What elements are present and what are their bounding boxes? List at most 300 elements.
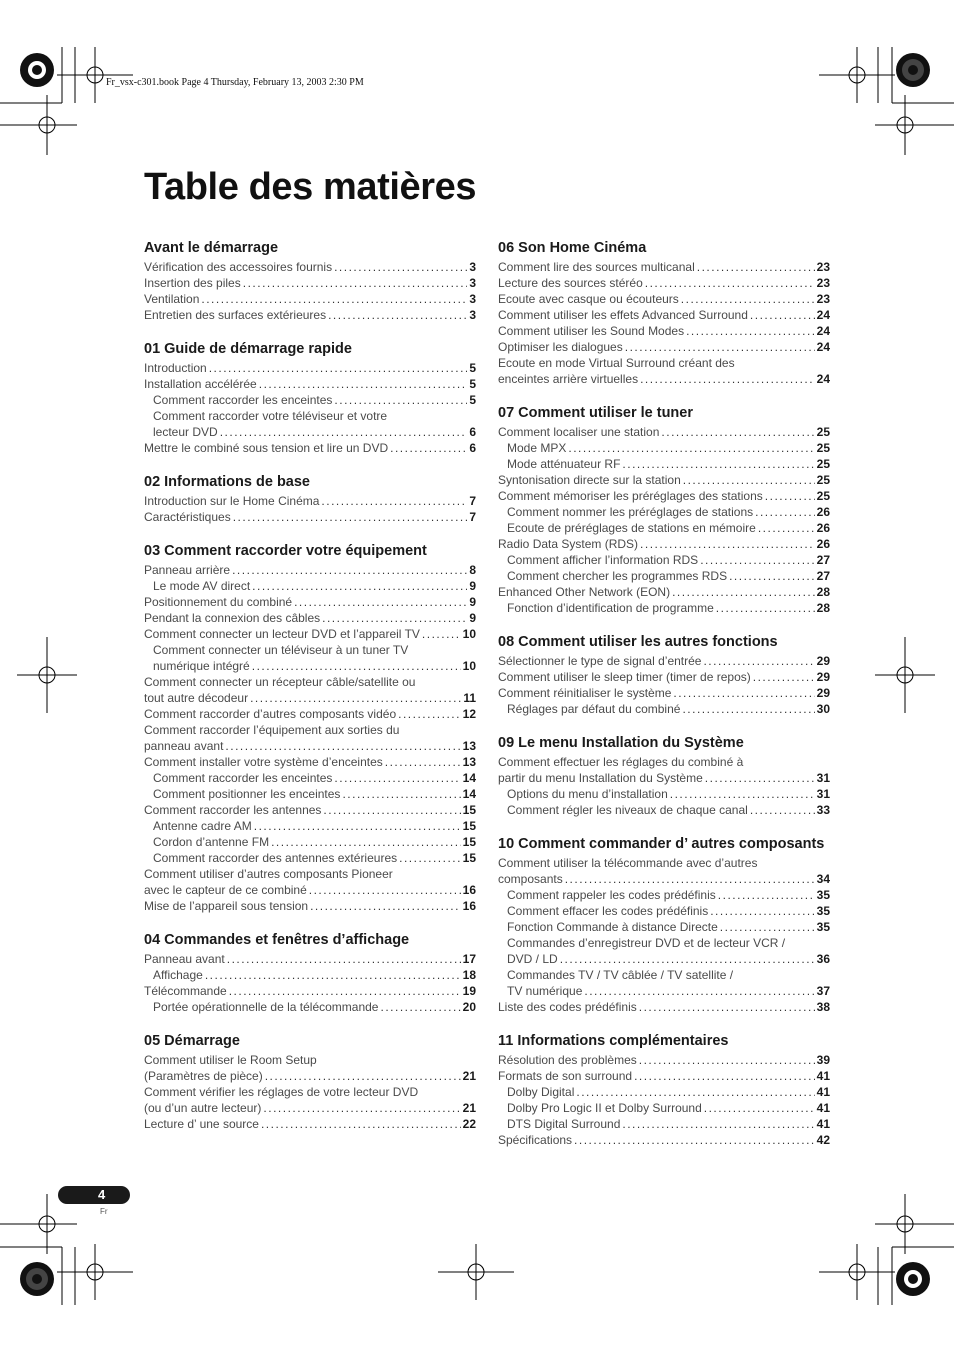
toc-entry[interactable] [498,701,830,717]
leader-dots [640,536,815,552]
toc-entry[interactable] [498,291,830,307]
toc-page-number: 36 [816,952,830,966]
toc-page-number: 14 [462,771,476,785]
toc-entry[interactable] [498,1132,830,1148]
toc-entry[interactable] [144,307,476,323]
toc-entry-text: Fonction d’identification de programme [507,601,714,615]
toc-entry[interactable] [498,259,830,275]
leader-dots [225,738,460,754]
toc-entry-text: Comment réinitialiser le système [498,686,672,700]
toc-page-number: 27 [816,569,830,583]
toc-page-number: 26 [816,537,830,551]
toc-entry[interactable] [144,690,476,706]
leader-dots [380,999,460,1015]
toc-entry[interactable] [144,594,476,610]
toc-page-number: 3 [469,308,476,322]
toc-entry-text: DVD / LD [507,952,558,966]
section-heading: 04 Commandes et fenêtres d’affichage [144,932,410,948]
toc-page-number: 41 [816,1117,830,1131]
toc-entry-text: avec le capteur de ce combiné [144,883,307,897]
toc-entry-text: Spécifications [498,1133,573,1147]
leader-dots [639,999,815,1015]
toc-page-number: 15 [462,819,476,833]
leader-dots [622,1116,814,1132]
toc-entry-text: Ecoute en mode Virtual Surround créant des [498,356,735,370]
toc-entry-text: Comment afficher l’information RDS [507,553,699,567]
leader-dots [227,951,461,967]
toc-entry-text: Comment utiliser d’autres composants Pioneer [144,867,393,881]
toc-page-number: 25 [816,425,830,439]
toc-entry-text: Syntonisation directe sur la station [498,473,681,487]
leader-dots [390,440,467,456]
leader-dots [682,701,814,717]
toc-entry[interactable] [144,967,476,983]
toc-page-number: 29 [816,654,830,668]
toc-page-number: 25 [816,441,830,455]
leader-dots [309,882,461,898]
section-heading: 11 Informations complémentaires [498,1033,729,1049]
toc-entry[interactable] [498,440,830,456]
toc-entry-text: Commandes TV / TV câblée / TV satellite / [507,968,734,982]
toc-entry[interactable] [498,275,830,291]
toc-entry[interactable] [144,999,476,1015]
toc-entry[interactable] [498,786,830,802]
toc-page-number: 20 [462,1000,476,1014]
toc-entry[interactable] [144,392,476,408]
toc-entry[interactable] [144,658,476,674]
toc-entry-text: lecteur DVD [153,425,218,439]
toc-page-number: 35 [816,920,830,934]
toc-page-number: 18 [462,968,476,982]
toc-entry-text: numérique intégré [153,659,250,673]
toc-entry[interactable] [144,786,476,802]
toc-entry-text: Mode MPX [507,441,567,455]
toc-entry-text: Installation accélérée [144,377,257,391]
leader-dots [574,1132,815,1148]
section-heading: 07 Comment utiliser le tuner [498,405,693,421]
toc-page-number: 14 [462,787,476,801]
leader-dots [323,802,460,818]
toc-page-number: 25 [816,457,830,471]
leader-dots [750,307,815,323]
leader-dots [703,653,814,669]
toc-entry-text: Radio Data System (RDS) [498,537,639,551]
toc-entry[interactable] [144,440,476,456]
toc-entry[interactable] [498,600,830,616]
leader-dots [321,493,467,509]
leader-dots [661,424,814,440]
toc-entry[interactable] [498,339,830,355]
toc-entry[interactable] [144,291,476,307]
leader-dots [565,871,815,887]
toc-entry-text: Comment utiliser la télécommande avec d’autres [498,856,758,870]
toc-page-number: 24 [816,324,830,338]
leader-dots [263,1100,460,1116]
leader-dots [622,456,814,472]
leader-dots [385,754,461,770]
toc-entry[interactable] [144,1100,476,1116]
toc-section [498,633,830,717]
leader-dots [640,371,815,387]
toc-entry-text: Comment raccorder votre téléviseur et votre [153,409,388,423]
toc-entry[interactable] [144,275,476,291]
toc-page-number: 3 [469,292,476,306]
toc-entry[interactable] [498,1084,830,1100]
toc-entry-text: Panneau arrière [144,563,231,577]
toc-entry-text: Comment chercher les programmes RDS [507,569,728,583]
toc-entry-text: Résolution des problèmes [498,1053,637,1067]
toc-entry-text: Télécommande [144,984,227,998]
toc-entry-text: Comment installer votre système d’enceintes [144,755,383,769]
leader-dots [560,951,815,967]
section-heading: 02 Informations de base [144,474,310,490]
toc-entry[interactable] [144,882,476,898]
toc-section [498,404,830,616]
toc-entry-text: Ventilation [144,292,200,306]
leader-dots [205,967,461,983]
page-title: Table des matières [144,166,477,208]
toc-entry[interactable] [498,472,830,488]
leader-dots [399,850,461,866]
toc-entry[interactable] [144,1116,476,1132]
toc-entry[interactable] [144,898,476,914]
toc-entry[interactable] [498,887,830,903]
toc-entry-text: Options du menu d’installation [507,787,668,801]
toc-page-number: 31 [816,787,830,801]
leader-dots [670,786,815,802]
toc-entry-text: Comment utiliser le sleep timer (timer de repos) [498,670,751,684]
leader-dots [673,685,814,701]
leader-dots [634,1068,815,1084]
toc-entry-text: TV numérique [507,984,583,998]
toc-page-number: 42 [816,1133,830,1147]
toc-page-number: 24 [816,340,830,354]
toc-entry[interactable] [498,584,830,600]
toc-page-number: 15 [462,803,476,817]
toc-entry-text: Antenne cadre AM [153,819,252,833]
toc-entry[interactable] [498,919,830,935]
toc-entry[interactable] [144,834,476,850]
toc-entry[interactable] [498,520,830,536]
leader-dots [753,669,815,685]
leader-dots [259,376,468,392]
toc-column-right [498,239,830,1165]
leader-dots [342,786,460,802]
toc-entry[interactable] [498,951,830,967]
leader-dots [700,552,814,568]
leader-dots [252,658,461,674]
toc-entry-text: Introduction [144,361,207,375]
page-number-badge: 4 [58,1186,130,1204]
toc-entry-text: Ecoute avec casque ou écouteurs [498,292,679,306]
toc-entry[interactable] [144,850,476,866]
leader-dots [755,504,815,520]
toc-entry-text: Mode atténuateur RF [507,457,621,471]
toc-entry-text: DTS Digital Surround [507,1117,621,1131]
toc-entry[interactable] [498,488,830,504]
toc-entry-text: Comment positionner les enceintes [153,787,341,801]
leader-dots [672,584,815,600]
toc-entry-text: tout autre décodeur [144,691,249,705]
section-heading: 09 Le menu Installation du Système [498,735,744,751]
leader-dots [758,520,815,536]
section-heading: 10 Comment commander d’ autres composants [498,836,825,852]
toc-entry-text: Comment raccorder l’équipement aux sorties du [144,723,400,737]
toc-page-number: 3 [469,276,476,290]
leader-dots [584,983,814,999]
toc-entry-text: Formats de son surround [498,1069,633,1083]
leader-dots [729,568,815,584]
toc-entry[interactable] [144,1068,476,1084]
toc-page-number: 22 [462,1117,476,1131]
toc-page-number: 6 [469,441,476,455]
toc-page-number: 26 [816,521,830,535]
toc-section [144,473,476,525]
toc-entry[interactable] [144,738,476,754]
leader-dots [639,1052,815,1068]
toc-page-number: 25 [816,489,830,503]
toc-entry-text: Comment raccorder d’autres composants vidéo [144,707,397,721]
leader-dots [265,1068,461,1084]
toc-page-number: 28 [816,585,830,599]
toc-section [498,1032,830,1148]
toc-page-number: 30 [816,702,830,716]
toc-entry[interactable] [498,903,830,919]
toc-page-number: 3 [469,260,476,274]
leader-dots [750,802,815,818]
leader-dots [720,919,815,935]
toc-entry-text: Comment rappeler les codes prédéfinis [507,888,716,902]
leader-dots [294,594,467,610]
toc-entry-text: Comment connecter un lecteur DVD et l’appareil TV [144,627,420,641]
toc-entry-text: Commandes d’enregistreur DVD et de lecteur VCR / [507,936,786,950]
toc-page-number: 9 [469,611,476,625]
toc-entry[interactable] [498,1116,830,1132]
toc-section [144,931,476,1015]
page-language: Fr [100,1207,108,1216]
toc-page-number: 26 [816,505,830,519]
toc-entry-text: Portée opérationnelle de la télécommande [153,1000,379,1014]
toc-section [498,239,830,387]
toc-page-number: 17 [462,952,476,966]
toc-entry-text: Le mode AV direct [153,579,251,593]
toc-page-number: 13 [462,739,476,753]
toc-entry-text: Lecture d’ une source [144,1117,259,1131]
leader-dots [250,690,461,706]
toc-page-number: 34 [816,872,830,886]
toc-entry-text: Pendant la connexion des câbles [144,611,321,625]
toc-entry[interactable] [498,653,830,669]
toc-entry[interactable] [498,552,830,568]
toc-entry[interactable] [498,323,830,339]
toc-entry[interactable] [498,568,830,584]
toc-page-number: 10 [462,659,476,673]
section-heading: Avant le démarrage [144,240,279,256]
toc-entry-text: Mettre le combiné sous tension et lire un DVD [144,441,389,455]
toc-entry-text: Comment utiliser le Room Setup [144,1053,317,1067]
toc-entry-text: (ou d’un autre lecteur) [144,1101,262,1115]
toc-section [144,1032,476,1132]
toc-entry-text: Comment vérifier les réglages de votre lecteur DVD [144,1085,419,1099]
toc-entry-text: Caractéristiques [144,510,231,524]
leader-dots [261,1116,461,1132]
leader-dots [310,898,461,914]
toc-page-number: 29 [816,670,830,684]
toc-entry[interactable] [498,685,830,701]
leader-dots [705,770,815,786]
toc-page-number: 12 [462,707,476,721]
toc-entry[interactable] [498,424,830,440]
toc-entry[interactable] [498,371,830,387]
leader-dots [765,488,815,504]
toc-entry[interactable] [144,562,476,578]
toc-entry-text: Cordon d’antenne FM [153,835,270,849]
toc-page-number: 19 [462,984,476,998]
section-heading: 05 Démarrage [144,1033,240,1049]
toc-entry[interactable] [144,983,476,999]
toc-entry-text: Comment mémoriser les préréglages des stations [498,489,763,503]
section-heading: 06 Son Home Cinéma [498,240,647,256]
toc-page-number: 10 [462,627,476,641]
toc-entry[interactable] [144,951,476,967]
toc-entry-text: (Paramètres de pièce) [144,1069,263,1083]
toc-page-number: 35 [816,888,830,902]
toc-entry[interactable] [498,1052,830,1068]
toc-entry[interactable] [498,1068,830,1084]
toc-entry[interactable] [144,754,476,770]
toc-entry-text: Comment raccorder des antennes extérieures [153,851,398,865]
toc-entry-text: enceintes arrière virtuelles [498,372,639,386]
toc-entry[interactable] [144,802,476,818]
toc-entry-text: Comment nommer les préréglages de stations [507,505,754,519]
toc-entry[interactable] [144,770,476,786]
toc-entry[interactable] [498,983,830,999]
toc-entry-text: Liste des codes prédéfinis [498,1000,637,1014]
toc-page-number: 23 [816,276,830,290]
print-header: Fr_vsx-c301.book Page 4 Thursday, February 13, 2003 2:30 PM [106,77,364,88]
toc-entry-text: Insertion des piles [144,276,241,290]
toc-entry-text: Affichage [153,968,203,982]
toc-entry[interactable] [144,578,476,594]
toc-entry-text: Lecture des sources stéréo [498,276,643,290]
leader-dots [681,291,815,307]
toc-page-number: 7 [469,494,476,508]
leader-dots [716,600,815,616]
leader-dots [645,275,815,291]
leader-dots [334,770,460,786]
leader-dots [328,307,467,323]
toc-entry-text: partir du menu Installation du Système [498,771,703,785]
toc-entry-text: Réglages par défaut du combiné [507,702,681,716]
toc-page-number: 37 [816,984,830,998]
toc-page-number: 41 [816,1085,830,1099]
toc-page-number: 13 [462,755,476,769]
toc-entry-text: Entretien des surfaces extérieures [144,308,327,322]
toc-entry[interactable] [498,999,830,1015]
toc-page-number: 21 [462,1069,476,1083]
toc-page-number: 41 [816,1101,830,1115]
toc-page-number: 39 [816,1053,830,1067]
toc-entry-text: composants [498,872,563,886]
leader-dots [201,291,467,307]
section-heading: 01 Guide de démarrage rapide [144,341,352,357]
toc-section [498,835,830,1015]
toc-page-number: 5 [469,377,476,391]
leader-dots [322,610,467,626]
section-heading: 08 Comment utiliser les autres fonctions [498,634,778,650]
toc-page-number: 35 [816,904,830,918]
toc-entry[interactable] [498,871,830,887]
toc-entry[interactable] [498,536,830,552]
toc-page-number: 11 [463,691,476,705]
leader-dots [220,424,468,440]
toc-page-number: 8 [469,563,476,577]
toc-entry[interactable] [144,706,476,722]
toc-page-number: 31 [816,771,830,785]
toc-entry[interactable] [144,818,476,834]
toc-entry-text: Comment raccorder les enceintes [153,393,333,407]
toc-page-number: 7 [469,510,476,524]
toc-entry[interactable] [144,610,476,626]
toc-entry-text: Dolby Pro Logic II et Dolby Surround [507,1101,702,1115]
toc-entry[interactable] [144,376,476,392]
leader-dots [704,1100,815,1116]
toc-entry[interactable] [144,493,476,509]
toc-entry-text: Panneau avant [144,952,225,966]
leader-dots [686,323,815,339]
toc-page-number: 21 [462,1101,476,1115]
toc-entry[interactable] [498,770,830,786]
toc-entry[interactable] [144,509,476,525]
toc-entry[interactable] [498,669,830,685]
toc-entry-text: Comment lire des sources multicanal [498,260,695,274]
toc-entry[interactable] [498,1100,830,1116]
toc-page-number: 6 [469,425,476,439]
toc-entry[interactable] [144,424,476,440]
leader-dots [718,887,815,903]
toc-entry-text: panneau avant [144,739,224,753]
toc-entry[interactable] [498,504,830,520]
toc-entry-text: Comment régler les niveaux de chaque canal [507,803,748,817]
leader-dots [422,626,461,642]
toc-entry-text: Mise de l’appareil sous tension [144,899,309,913]
leader-dots [710,903,814,919]
toc-page-number: 23 [816,292,830,306]
toc-entry-text: Ecoute de préréglages de stations en mémoire [507,521,756,535]
toc-entry[interactable] [144,259,476,275]
toc-page-number: 9 [469,595,476,609]
toc-entry-text: Comment effacer les codes prédéfinis [507,904,709,918]
toc-page-number: 41 [816,1069,830,1083]
toc-entry-text: Comment raccorder les enceintes [153,771,333,785]
leader-dots [252,578,467,594]
toc-entry[interactable] [498,456,830,472]
leader-dots [576,1084,814,1100]
toc-entry[interactable] [144,626,476,642]
toc-entry-text: Comment raccorder les antennes [144,803,322,817]
toc-entry[interactable] [498,307,830,323]
toc-entry[interactable] [498,802,830,818]
toc-page-number: 38 [816,1000,830,1014]
toc-section [144,340,476,456]
toc-entry-text: Optimiser les dialogues [498,340,623,354]
toc-entry-text: Fonction Commande à distance Directe [507,920,718,934]
toc-entry[interactable] [144,360,476,376]
toc-entry-text: Comment connecter un récepteur câble/satellite ou [144,675,416,689]
leader-dots [229,983,461,999]
toc-page-number: 25 [816,473,830,487]
toc-page-number: 16 [462,899,476,913]
